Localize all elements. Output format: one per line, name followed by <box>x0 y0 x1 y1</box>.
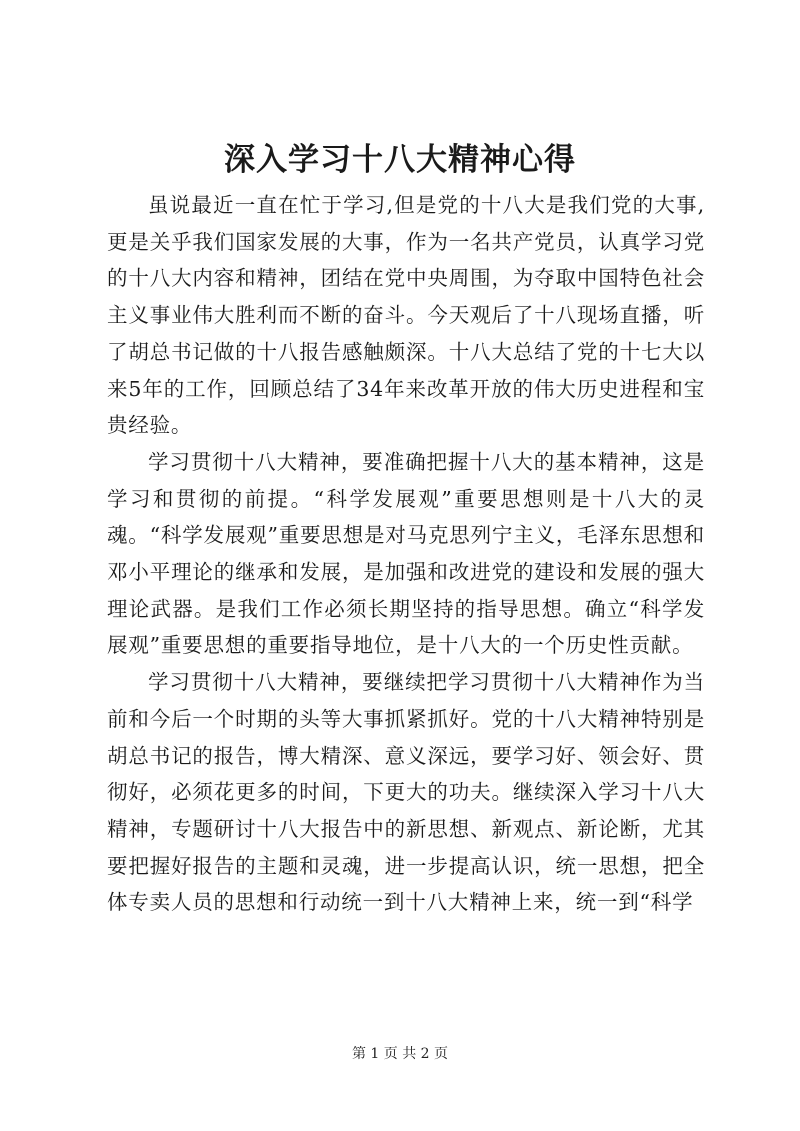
page-number-footer: 第 1 页 共 2 页 <box>351 1046 449 1062</box>
paragraph-3: 学习贯彻十八大精神，要继续把学习贯彻十八大精神作为当前和今后一个时期的头等大事抓紧抓好。党的十八大精神特别是胡总书记的报告，博大精深、意义深远，要学习好、领会好、贯彻好，必须花更多的时间，下更大的功夫。继续深入学习十八大精神，专题研讨十八大报告中的新思想、新观点、新论断，尤其要把握好报告的主题和灵魂，进一步提高认识，统一思想，把全体专卖人员的思想和行动统一到十八大精神上来，统一到“科学 <box>107 670 705 915</box>
paragraph-2: 学习贯彻十八大精神，要准确把握十八大的基本精神，这是学习和贯彻的前提。“科学发展观”重要思想则是十八大的灵魂。“科学发展观”重要思想是对马克思列宁主义，毛泽东思想和邓小平理论的继承和发展，是加强和改进党的建设和发展的强大理论武器。是我们工作必须长期坚持的指导思想。确立“科学发展观”重要思想的重要指导地位，是十八大的一个历史性贡献。 <box>107 449 705 658</box>
document-title: 深入学习十八大精神心得 <box>224 142 576 178</box>
paragraph-1: 虽说最近一直在忙于学习,但是党的十八大是我们党的大事,更是关乎我们国家发展的大事，作为一名共产党员，认真学习党的十八大内容和精神，团结在党中央周围，为夺取中国特色社会主义事业伟大胜利而不断的奋斗。今天观后了十八现场直播，听了胡总书记做的十八报告感触颇深。十八大总结了党的十七大以来5年的工作，回顾总结了34年来改革开放的伟大历史进程和宝贵经验。 <box>107 193 705 438</box>
document-body <box>107 187 705 921</box>
